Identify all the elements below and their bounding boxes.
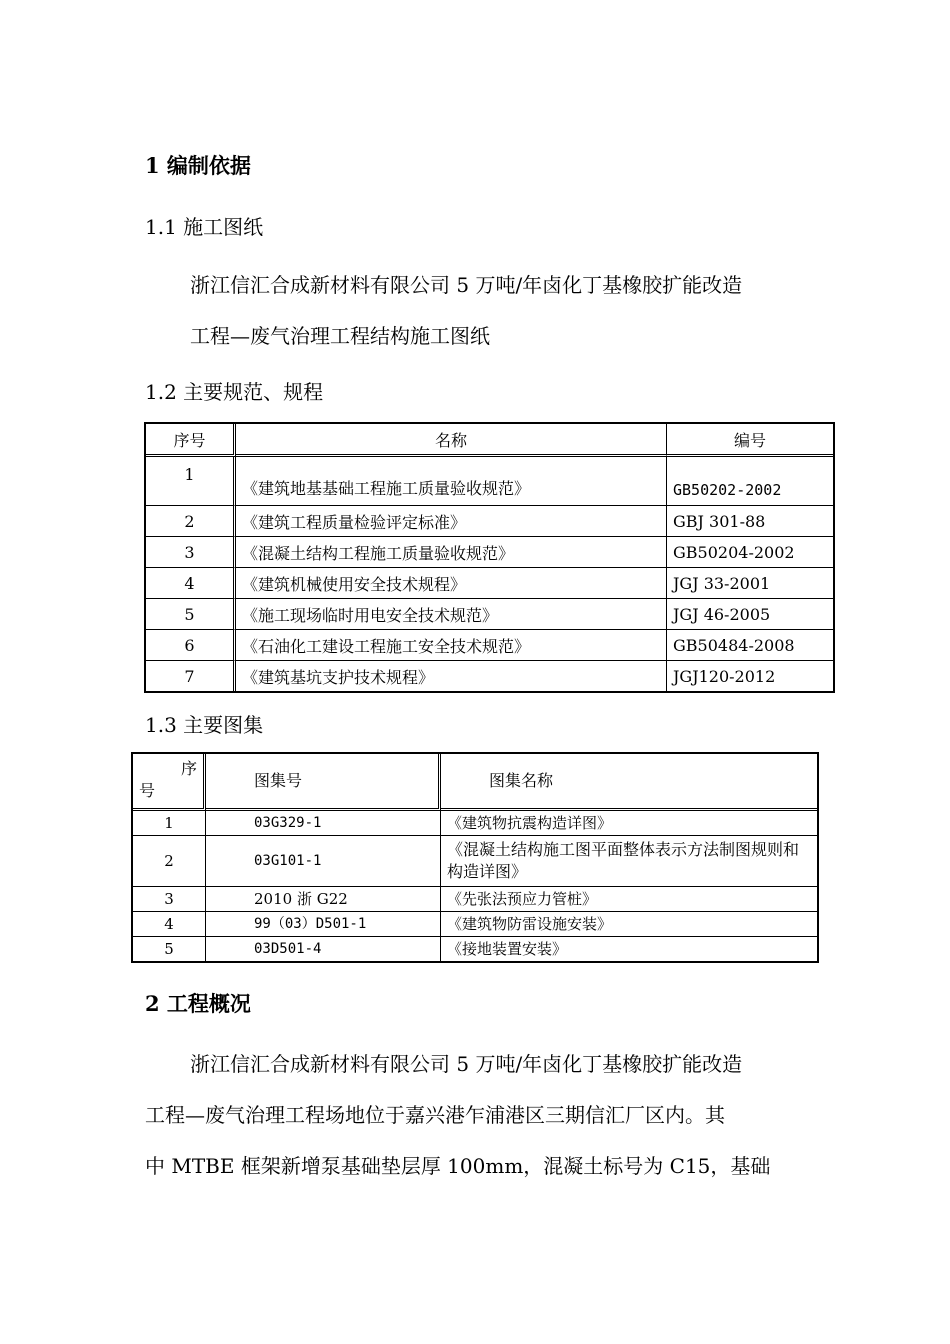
row-name: 《建筑地基基础工程施工质量验收规范》 — [236, 457, 667, 506]
table-row — [146, 630, 833, 661]
subsection-1-3-heading: 1.3 主要图集 — [145, 713, 264, 737]
header-name: 名称 — [236, 424, 667, 457]
table-row — [146, 568, 833, 599]
overview-line-1: 浙江信汇合成新材料有限公司 5 万吨/年卤化丁基橡胶扩能改造 — [190, 1052, 743, 1076]
row-serial: 7 — [146, 661, 236, 691]
drawing-desc-line-1: 浙江信汇合成新材料有限公司 5 万吨/年卤化丁基橡胶扩能改造 — [190, 273, 743, 297]
row-atlas-name: 《混凝土结构施工图平面整体表示方法制图规则和构造详图》 — [441, 836, 817, 887]
row-name: 《混凝土结构工程施工质量验收规范》 — [236, 537, 667, 568]
row-code: GB50202-2002 — [667, 457, 833, 506]
table-row — [133, 912, 817, 937]
row-code: JGJ 46-2005 — [667, 599, 833, 630]
row-atlas-code: 03D501-4 — [206, 937, 441, 961]
row-code: JGJ 33-2001 — [667, 568, 833, 599]
table-header-row — [146, 424, 833, 457]
table-row — [146, 457, 833, 506]
table-row — [133, 937, 817, 961]
row-serial: 4 — [133, 912, 206, 937]
row-serial: 3 — [133, 887, 206, 912]
table-row — [146, 537, 833, 568]
row-name: 《施工现场临时用电安全技术规范》 — [236, 599, 667, 630]
row-atlas-name: 《先张法预应力管桩》 — [441, 887, 817, 912]
section-2-heading: 2 工程概况 — [145, 991, 251, 1016]
atlas-table — [131, 752, 819, 963]
row-atlas-code: 03G101-1 — [206, 836, 441, 887]
header-atlas-code: 图集号 — [206, 754, 441, 811]
row-serial: 6 — [146, 630, 236, 661]
subsection-1-1-heading: 1.1 施工图纸 — [145, 215, 264, 239]
table-header-row — [133, 754, 817, 811]
subsection-1-2-heading: 1.2 主要规范、规程 — [145, 380, 324, 404]
section-1-heading: 1 编制依据 — [145, 153, 251, 178]
header-serial — [133, 754, 206, 811]
table-row — [146, 506, 833, 537]
row-atlas-code: 03G329-1 — [206, 811, 441, 836]
table-row — [133, 836, 817, 887]
row-code: GB50484-2008 — [667, 630, 833, 661]
row-serial: 1 — [133, 811, 206, 836]
table-row — [133, 887, 817, 912]
row-atlas-name: 《接地装置安装》 — [447, 940, 568, 958]
table-row — [146, 661, 833, 691]
row-atlas-code: 99（03）D501-1 — [206, 912, 441, 937]
header-serial: 序号 — [146, 424, 236, 457]
row-serial: 1 — [146, 457, 236, 506]
header-serial-bottom: 号 — [139, 781, 156, 800]
row-serial: 5 — [146, 599, 236, 630]
header-serial-top: 序 — [180, 759, 197, 778]
row-atlas-name: 《建筑物防雷设施安装》 — [441, 912, 817, 937]
row-serial: 4 — [146, 568, 236, 599]
row-serial: 2 — [146, 506, 236, 537]
specifications-table — [144, 422, 835, 693]
row-name: 《石油化工建设工程施工安全技术规范》 — [236, 630, 667, 661]
drawing-desc-line-2: 工程—废气治理工程结构施工图纸 — [190, 324, 490, 348]
row-code: GB50204-2002 — [667, 537, 833, 568]
row-name: 《建筑基坑支护技术规程》 — [236, 661, 667, 691]
overview-line-3: 中 MTBE 框架新增泵基础垫层厚 100mm，混凝土标号为 C15，基础 — [145, 1154, 771, 1178]
row-code: JGJ120-2012 — [673, 666, 776, 686]
table-row — [133, 811, 817, 836]
row-serial: 5 — [133, 937, 206, 961]
header-atlas-name: 图集名称 — [441, 754, 817, 811]
row-serial: 2 — [133, 836, 206, 887]
table-row — [146, 599, 833, 630]
row-serial: 3 — [146, 537, 236, 568]
row-atlas-name: 《建筑物抗震构造详图》 — [441, 811, 817, 836]
row-name: 《建筑机械使用安全技术规程》 — [236, 568, 667, 599]
row-name: 《建筑工程质量检验评定标准》 — [236, 506, 667, 537]
overview-line-2: 工程—废气治理工程场地位于嘉兴港乍浦港区三期信汇厂区内。其 — [145, 1103, 725, 1127]
row-code: GBJ 301-88 — [667, 506, 833, 537]
row-atlas-code: 2010 浙 G22 — [206, 887, 441, 912]
header-code: 编号 — [667, 424, 833, 457]
